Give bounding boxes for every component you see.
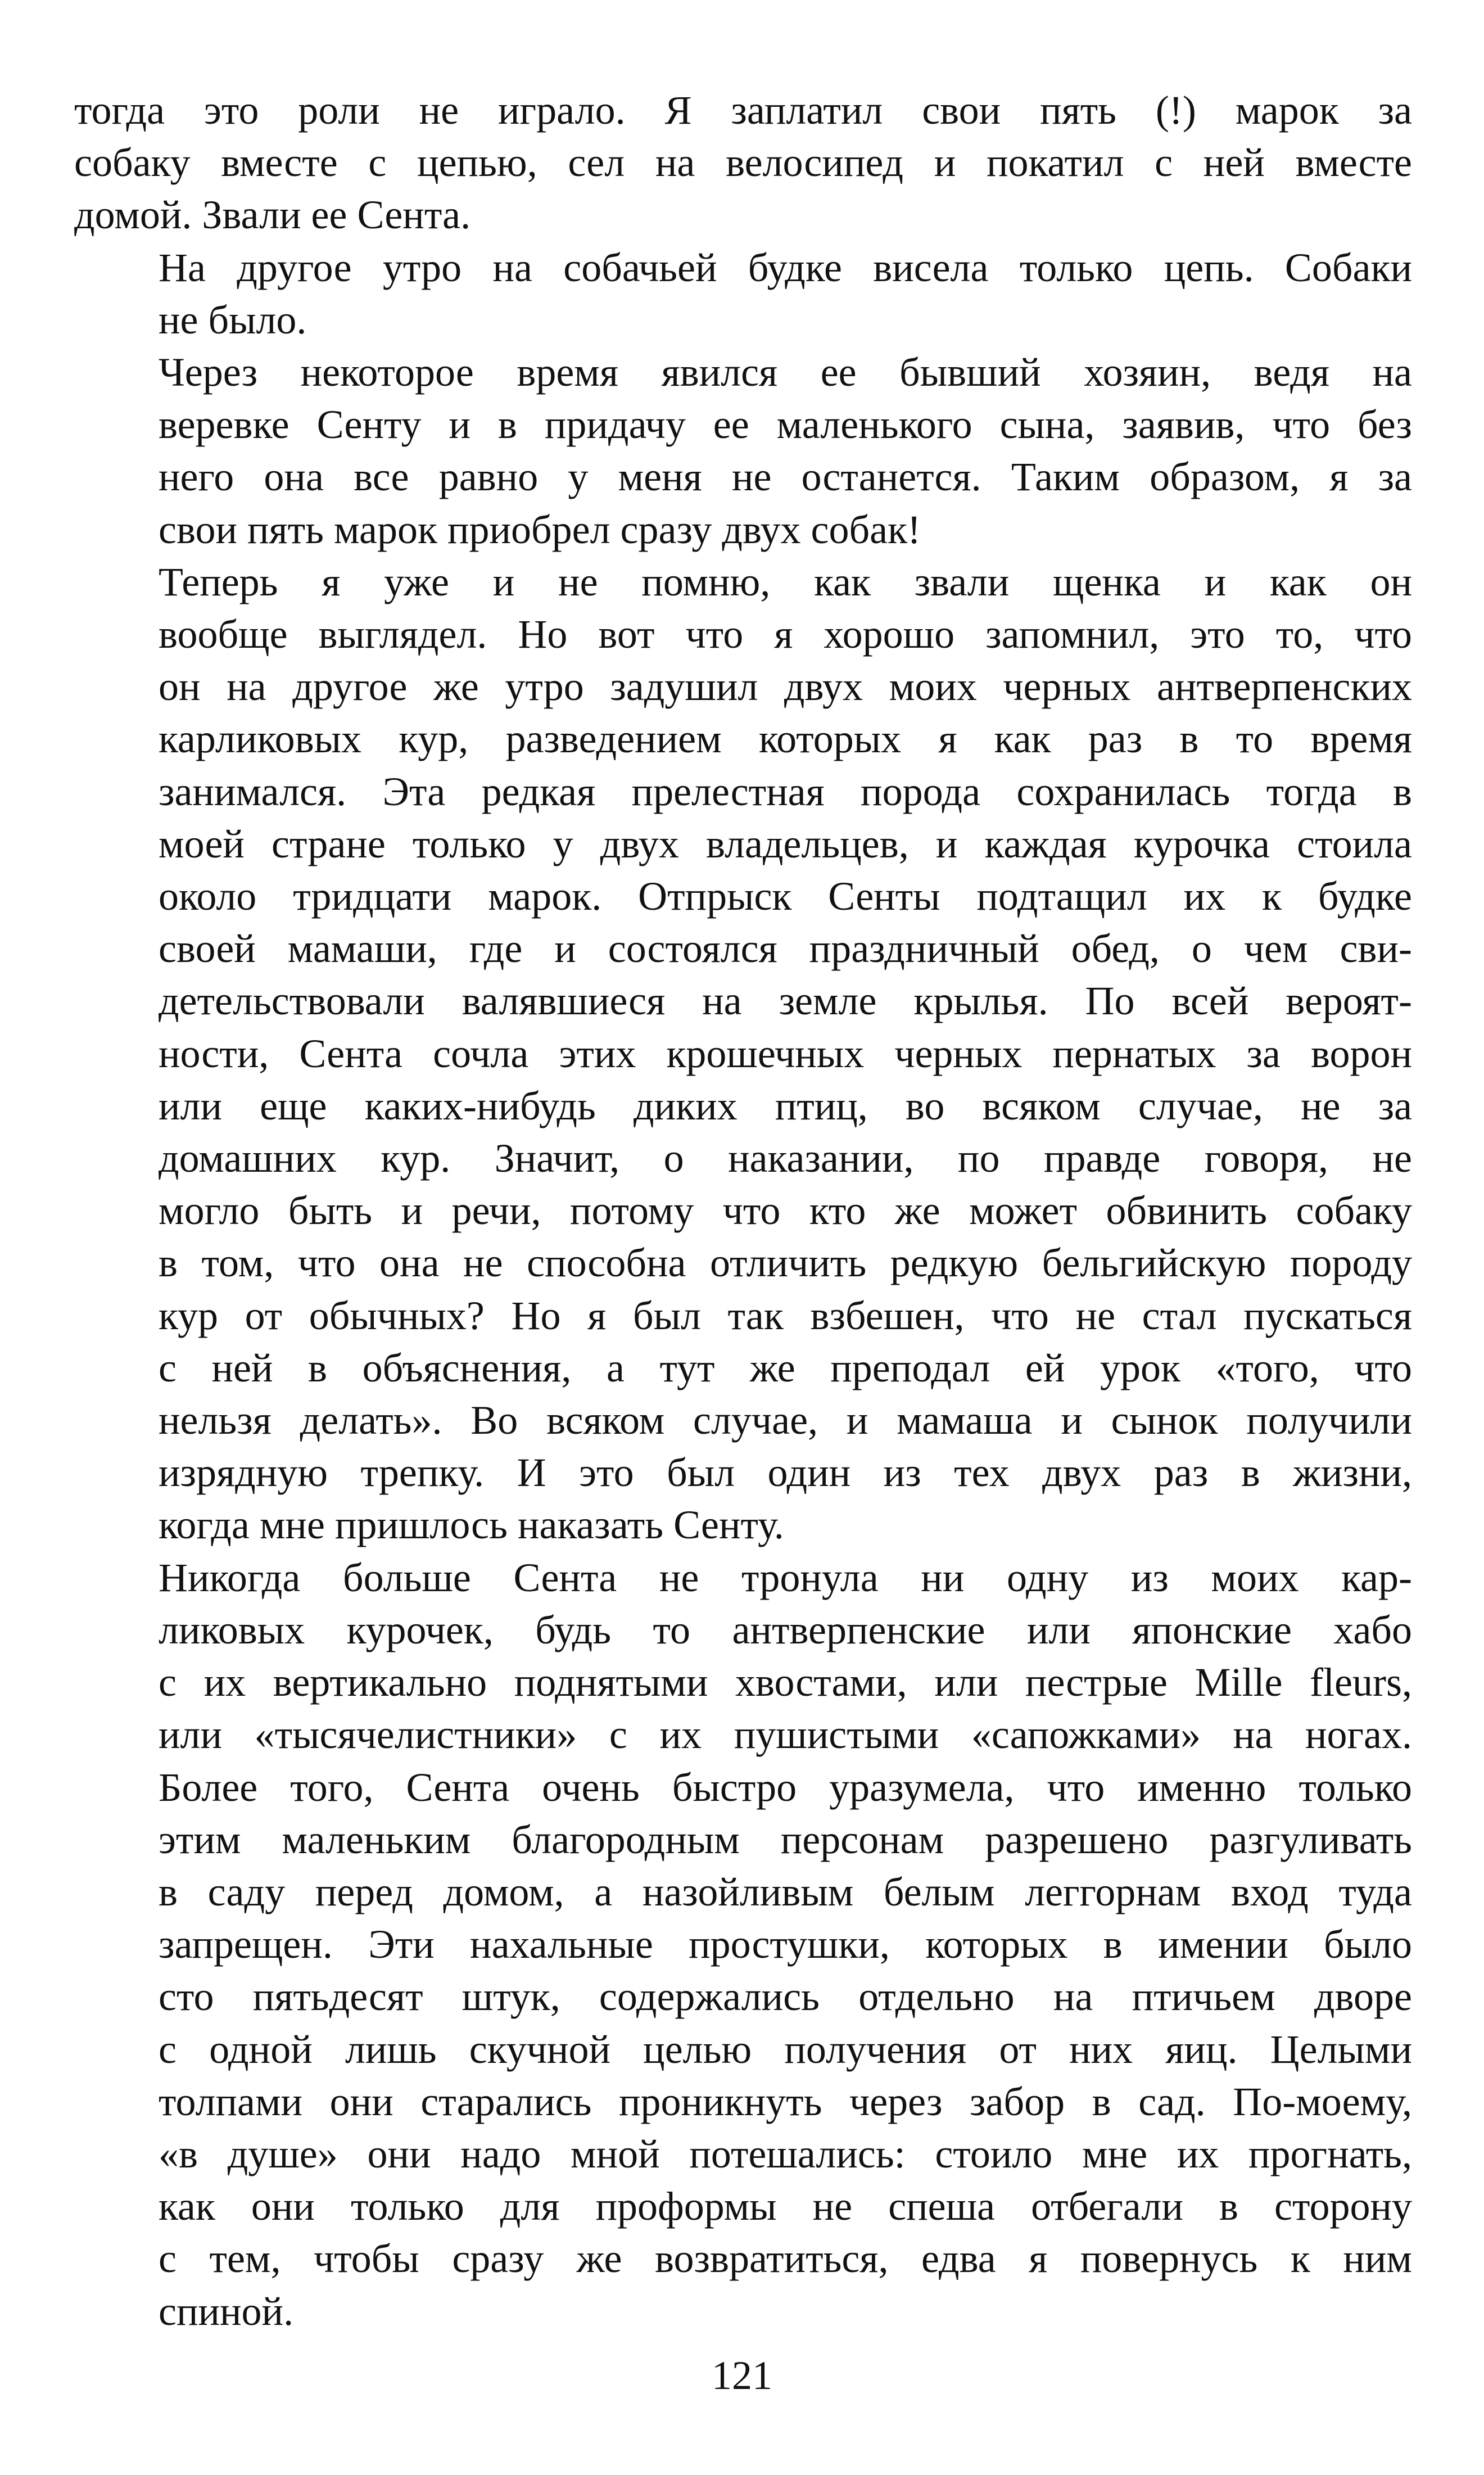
text-line: детельствовали валявшиеся на земле крылья. По всей вероят- — [159, 978, 1412, 1024]
text-line: изрядную трепку. И это был один из тех двух раз в жизни, — [159, 1450, 1412, 1496]
text-line: веревке Сенту и в придачу ее маленького сына, заявив, что без — [159, 402, 1412, 448]
text-line: собаку вместе с цепью, сел на велосипед и покатил с ней вместе — [74, 140, 1412, 186]
text-line: он на другое же утро задушил двух моих черных антверпенских — [159, 664, 1412, 710]
text-line: свои пять марок приобрел сразу двух собак! — [159, 507, 921, 552]
text-line: в том, что она не способна отличить редкую бельгийскую породу — [159, 1240, 1412, 1286]
text-line: толпами они старались проникнуть через забор в сад. По-моему, — [159, 2079, 1412, 2124]
text-line: этим маленьким благородным персонам разрешено разгуливать — [159, 1817, 1412, 1862]
paragraph — [74, 346, 1412, 556]
text-line: тогда это роли не играло. Я заплатил свои пять (!) марок за — [74, 88, 1412, 133]
text-line: с одной лишь скучной целью получения от них яиц. Целыми — [159, 2026, 1412, 2072]
text-line: занимался. Эта редкая прелестная порода сохранилась тогда в — [159, 769, 1412, 814]
text-line: спиной. — [159, 2288, 294, 2334]
body-text — [74, 84, 1412, 2338]
text-line: своей мамаши, где и состоялся праздничный обед, о чем сви- — [159, 926, 1412, 972]
text-line: сто пятьдесят штук, содержались отдельно на птичьем дворе — [159, 1974, 1412, 2020]
page-number: 121 — [712, 2353, 772, 2398]
text-line: вообще выглядел. Но вот что я хорошо запомнил, это то, что — [159, 612, 1412, 657]
paragraph — [74, 84, 1412, 242]
text-line: карликовых кур, разведением которых я как раз в то время — [159, 716, 1412, 762]
paragraph — [74, 242, 1412, 346]
text-line: Никогда больше Сента не тронула ни одну из моих кар- — [159, 1555, 1412, 1600]
text-line: как они только для проформы не спеша отбегали в сторону — [159, 2184, 1412, 2229]
text-line: когда мне пришлось наказать Сенту. — [159, 1502, 784, 1548]
paragraph — [74, 556, 1412, 1552]
text-line: домашних кур. Значит, о наказании, по правде говоря, не — [159, 1136, 1412, 1181]
text-line: Теперь я уже и не помню, как звали щенка и как он — [159, 559, 1412, 604]
text-line: запрещен. Эти нахальные простушки, которых в имении было — [159, 1922, 1412, 1967]
text-line: могло быть и речи, потому что кто же может обвинить собаку — [159, 1188, 1412, 1234]
text-line: Через некоторое время явился ее бывший хозяин, ведя на — [159, 350, 1412, 395]
text-line: около тридцати марок. Отпрыск Сенты подтащил их к будке — [159, 874, 1412, 919]
text-line: или «тысячелистники» с их пушистыми «сапожками» на ногах. — [159, 1712, 1412, 1758]
text-line: не было. — [159, 297, 307, 342]
text-line: с тем, чтобы сразу же возвратиться, едва я повернусь к ним — [159, 2236, 1412, 2282]
text-line: домой. Звали ее Сента. — [74, 192, 471, 238]
text-line: нельзя делать». Во всяком случае, и мамаша и сынок получили — [159, 1398, 1412, 1443]
text-line: или еще каких-нибудь диких птиц, во всяком случае, не за — [159, 1083, 1412, 1128]
text-line: в саду перед домом, а назойливым белым леггорнам вход туда — [159, 1869, 1412, 1914]
paragraph — [74, 1552, 1412, 2338]
text-line: него она все равно у меня не останется. Таким образом, я за — [159, 454, 1412, 500]
text-line: На другое утро на собачьей будке висела только цепь. Собаки — [159, 245, 1412, 290]
text-line: кур от обычных? Но я был так взбешен, что не стал пускаться — [159, 1293, 1412, 1338]
text-line: моей стране только у двух владельцев, и каждая курочка стоила — [159, 821, 1412, 866]
text-line: ности, Сента сочла этих крошечных черных пернатых за ворон — [159, 1031, 1412, 1076]
text-line: Более того, Сента очень быстро уразумела, что именно только — [159, 1764, 1412, 1810]
text-line: с ней в объяснения, а тут же преподал ей урок «того, что — [159, 1345, 1412, 1390]
text-line: «в душе» они надо мной потешались: стоило мне их прогнать, — [159, 2131, 1412, 2176]
text-line: с их вертикально поднятыми хвостами, или пестрые Mille fleurs, — [159, 1660, 1412, 1705]
text-line: ликовых курочек, будь то антверпенские или японские хабо — [159, 1607, 1412, 1652]
